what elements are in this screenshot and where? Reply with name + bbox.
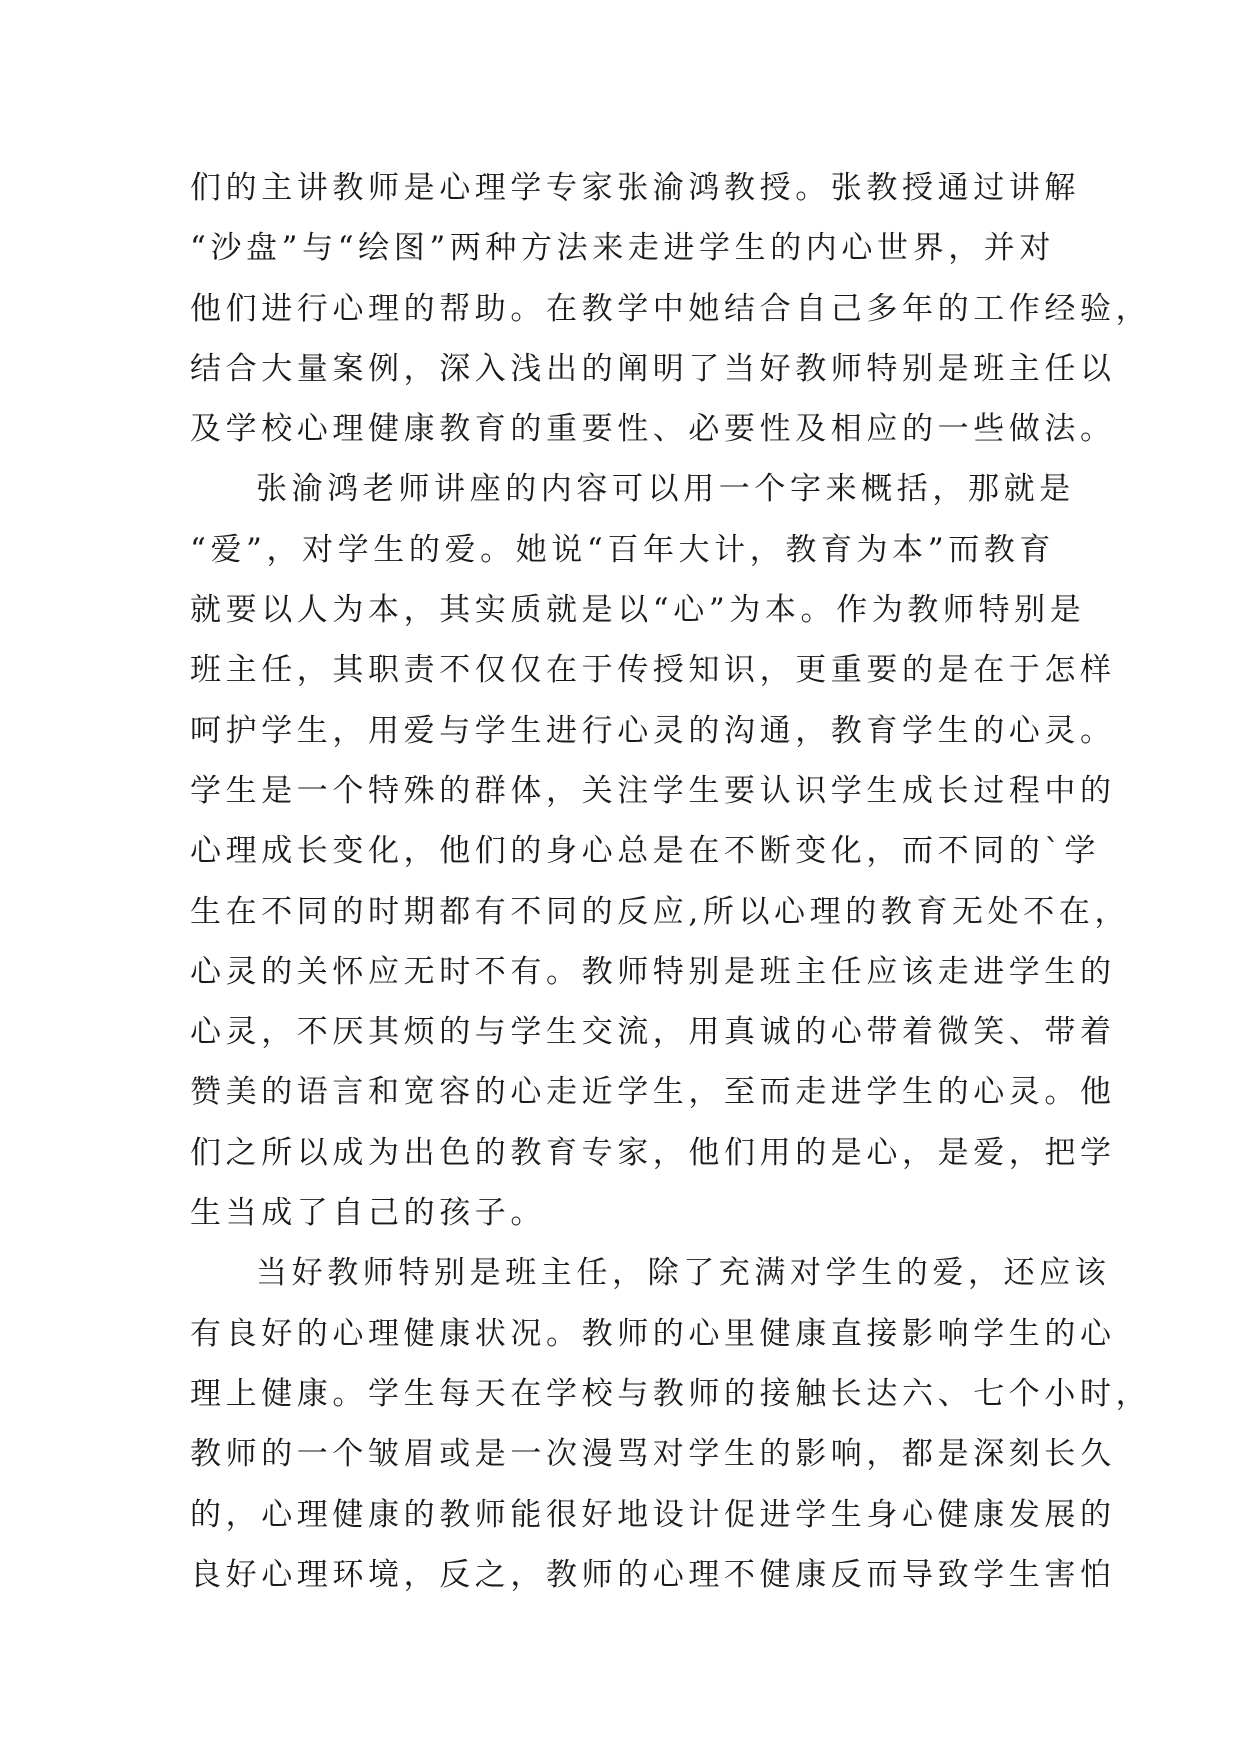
text-line: 呵护学生，用爱与学生进行心灵的沟通，教育学生的心灵。 (190, 712, 1116, 749)
text-line: 学生是一个特殊的群体，关注学生要认识学生成长过程中的 (190, 772, 1116, 809)
text-line: 有良好的心理健康状况。教师的心里健康直接影响学生的心 (190, 1315, 1116, 1352)
body-text (190, 158, 1152, 1605)
text-line: “沙盘”与“绘图”两种方法来走进学生的内心世界，并对 (190, 230, 1055, 267)
text-line: 理上健康。学生每天在学校与教师的接触长达六、七个小时， (190, 1375, 1152, 1412)
text-line: 及学校心理健康教育的重要性、必要性及相应的一些做法。 (190, 411, 1116, 448)
text-line: 结合大量案例，深入浅出的阐明了当好教师特别是班主任以 (190, 350, 1116, 387)
text-line: 心灵，不厌其烦的与学生交流，用真诚的心带着微笑、带着 (190, 1014, 1116, 1051)
text-line: 教师的一个皱眉或是一次漫骂对学生的影响，都是深刻长久 (190, 1436, 1116, 1473)
text-line: 心灵的关怀应无时不有。教师特别是班主任应该走进学生的 (190, 953, 1116, 990)
text-line: 良好心理环境，反之，教师的心理不健康反而导致学生害怕 (190, 1556, 1116, 1593)
text-line: 他们进行心理的帮助。在教学中她结合自己多年的工作经验， (190, 290, 1152, 327)
text-line: 就要以人为本，其实质就是以“心”为本。作为教师特别是 (190, 592, 1086, 629)
text-line: 班主任，其职责不仅仅在于传授知识，更重要的是在于怎样 (190, 652, 1116, 689)
text-line: 赞美的语言和宽容的心走近学生，至而走进学生的心灵。他 (190, 1074, 1116, 1111)
text-line: 们之所以成为出色的教育专家，他们用的是心，是爱，把学 (190, 1134, 1116, 1171)
text-line: 心理成长变化，他们的身心总是在不断变化，而不同的`学 (190, 833, 1101, 870)
text-line: 们的主讲教师是心理学专家张渝鸿教授。张教授通过讲解 (190, 170, 1080, 206)
text-line: 生当成了自己的孩子。 (190, 1195, 546, 1232)
paragraph-first-line: 当好教师特别是班主任，除了充满对学生的爱，还应该 (256, 1255, 1111, 1292)
paragraph-first-line: 张渝鸿老师讲座的内容可以用一个字来概括，那就是 (256, 471, 1075, 508)
text-line: 生在不同的时期都有不同的反应,所以心理的教育无处不在， (190, 893, 1131, 930)
text-line: 的，心理健康的教师能很好地设计促进学生身心健康发展的 (190, 1496, 1116, 1533)
text-line: “爱”，对学生的爱。她说“百年大计，教育为本”而教育 (190, 531, 1055, 568)
